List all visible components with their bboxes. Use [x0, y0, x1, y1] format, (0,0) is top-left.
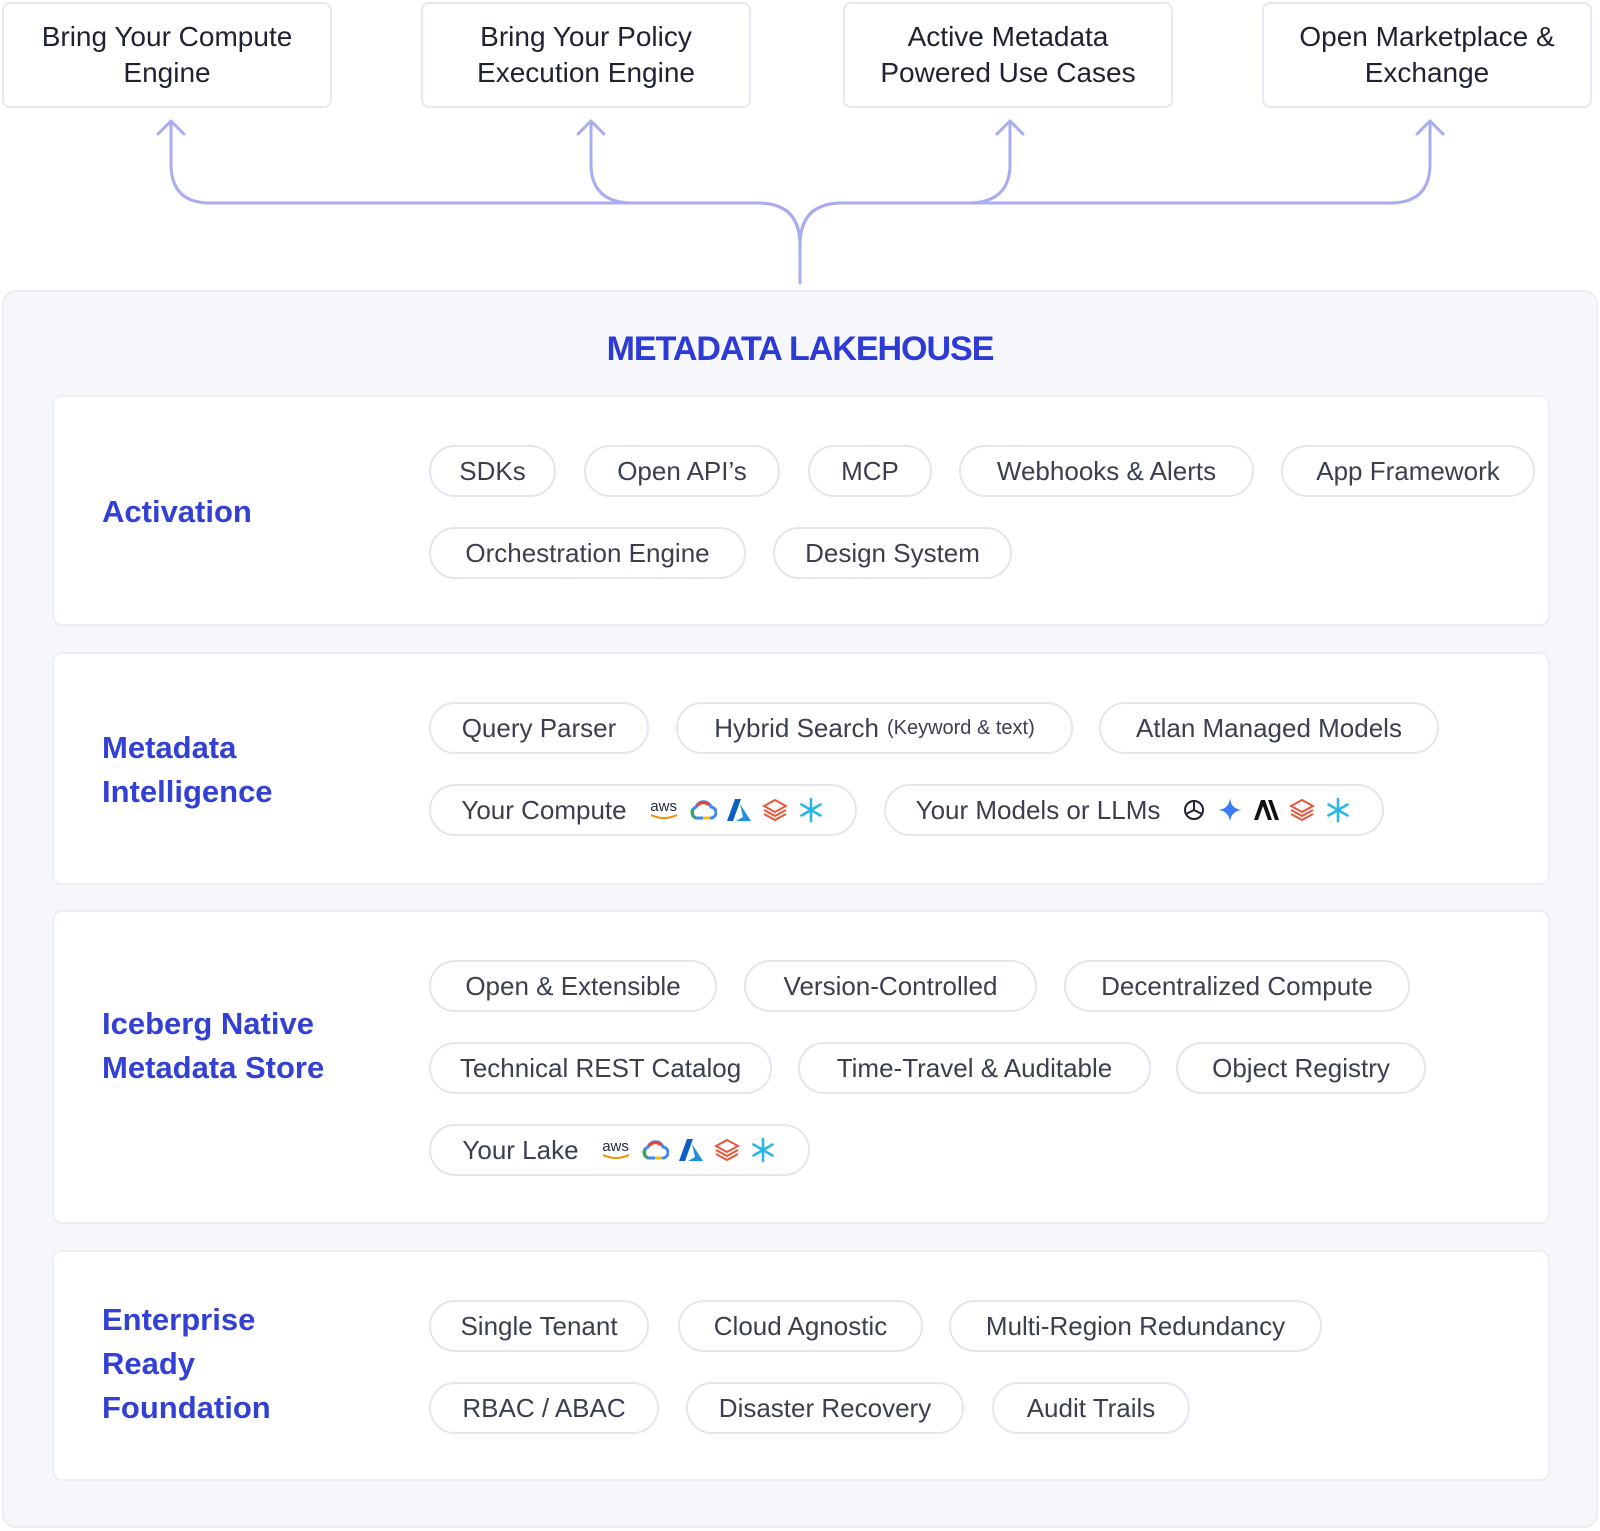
snowflake-icon	[797, 796, 825, 824]
pill-disaster-recovery: Disaster Recovery	[686, 1382, 964, 1434]
databricks-icon	[761, 796, 789, 824]
connector-right	[800, 122, 1430, 245]
pill-your-models-llms	[884, 784, 1384, 836]
pill-design-system: Design System	[773, 527, 1012, 579]
section-label: Activation	[102, 494, 252, 529]
pill-decentralized-compute: Decentralized Compute	[1064, 960, 1410, 1012]
compute-logos	[647, 796, 825, 824]
pill-your-compute-label: Your Compute	[461, 794, 627, 825]
snowflake-icon	[1324, 796, 1352, 824]
connector-arrows	[0, 0, 1600, 290]
pill-single-tenant: Single Tenant	[429, 1300, 649, 1352]
section-label: Metadata Intelligence	[102, 730, 273, 809]
databricks-icon	[713, 1136, 741, 1164]
pill-your-lake-label: Your Lake	[462, 1134, 579, 1165]
pill-hybrid-search-label: Hybrid Search	[714, 712, 879, 743]
model-logos	[1180, 796, 1352, 824]
section-metadata-intelligence	[52, 652, 1550, 885]
section-label: Enterprise Ready Foundation	[102, 1302, 271, 1425]
google-cloud-icon	[689, 796, 717, 824]
top-box-label: Bring Your Compute Engine	[41, 21, 293, 88]
aws-logo	[599, 1136, 633, 1164]
pill-webhooks-alerts: Webhooks & Alerts	[959, 445, 1254, 497]
section-iceberg-store	[52, 910, 1550, 1224]
snowflake-icon	[749, 1136, 777, 1164]
pill-mcp: MCP	[808, 445, 932, 497]
top-box-label: Active Metadata Powered Use Cases	[880, 21, 1136, 88]
section-enterprise-foundation	[52, 1250, 1550, 1481]
lake-logos	[599, 1136, 777, 1164]
pill-your-models-label: Your Models or LLMs	[915, 794, 1161, 825]
anthropic-icon	[1252, 796, 1280, 824]
google-cloud-icon	[641, 1136, 669, 1164]
top-box-label: Bring Your Policy Execution Engine	[477, 21, 695, 88]
pill-rbac-abac: RBAC / ABAC	[429, 1382, 659, 1434]
pill-hybrid-search-sub: (Keyword & text)	[886, 716, 1035, 739]
top-box-label: Open Marketplace & Exchange	[1299, 21, 1555, 88]
pill-multi-region-redundancy: Multi-Region Redundancy	[949, 1300, 1322, 1352]
pill-cloud-agnostic: Cloud Agnostic	[678, 1300, 923, 1352]
openai-icon	[1180, 796, 1208, 824]
aws-logo-text: aws	[602, 1138, 629, 1155]
aws-logo-text: aws	[650, 798, 677, 815]
pill-object-registry: Object Registry	[1176, 1042, 1426, 1094]
gemini-icon	[1216, 796, 1244, 824]
azure-icon	[725, 796, 753, 824]
pill-your-compute	[429, 784, 857, 836]
pill-sdks: SDKs	[429, 445, 556, 497]
pill-technical-rest-catalog: Technical REST Catalog	[429, 1042, 772, 1094]
pill-app-framework: App Framework	[1281, 445, 1535, 497]
pill-version-controlled: Version-Controlled	[744, 960, 1037, 1012]
pill-your-lake	[429, 1124, 810, 1176]
pill-orchestration-engine: Orchestration Engine	[429, 527, 746, 579]
pill-atlan-managed-models: Atlan Managed Models	[1099, 702, 1439, 754]
azure-icon	[677, 1136, 705, 1164]
panel-title: METADATA LAKEHOUSE	[606, 330, 994, 368]
pill-audit-trails: Audit Trails	[992, 1382, 1190, 1434]
databricks-icon	[1288, 796, 1316, 824]
pill-query-parser: Query Parser	[429, 702, 649, 754]
pill-time-travel-auditable: Time-Travel & Auditable	[798, 1042, 1151, 1094]
connector-center-left	[591, 122, 800, 245]
pill-hybrid-search	[676, 702, 1073, 754]
pill-open-apis: Open API’s	[584, 445, 780, 497]
connector-center-right	[800, 122, 1010, 245]
section-label: Iceberg Native Metadata Store	[102, 1006, 325, 1085]
pill-open-extensible: Open & Extensible	[429, 960, 717, 1012]
section-activation	[52, 395, 1550, 626]
aws-logo	[647, 796, 681, 824]
